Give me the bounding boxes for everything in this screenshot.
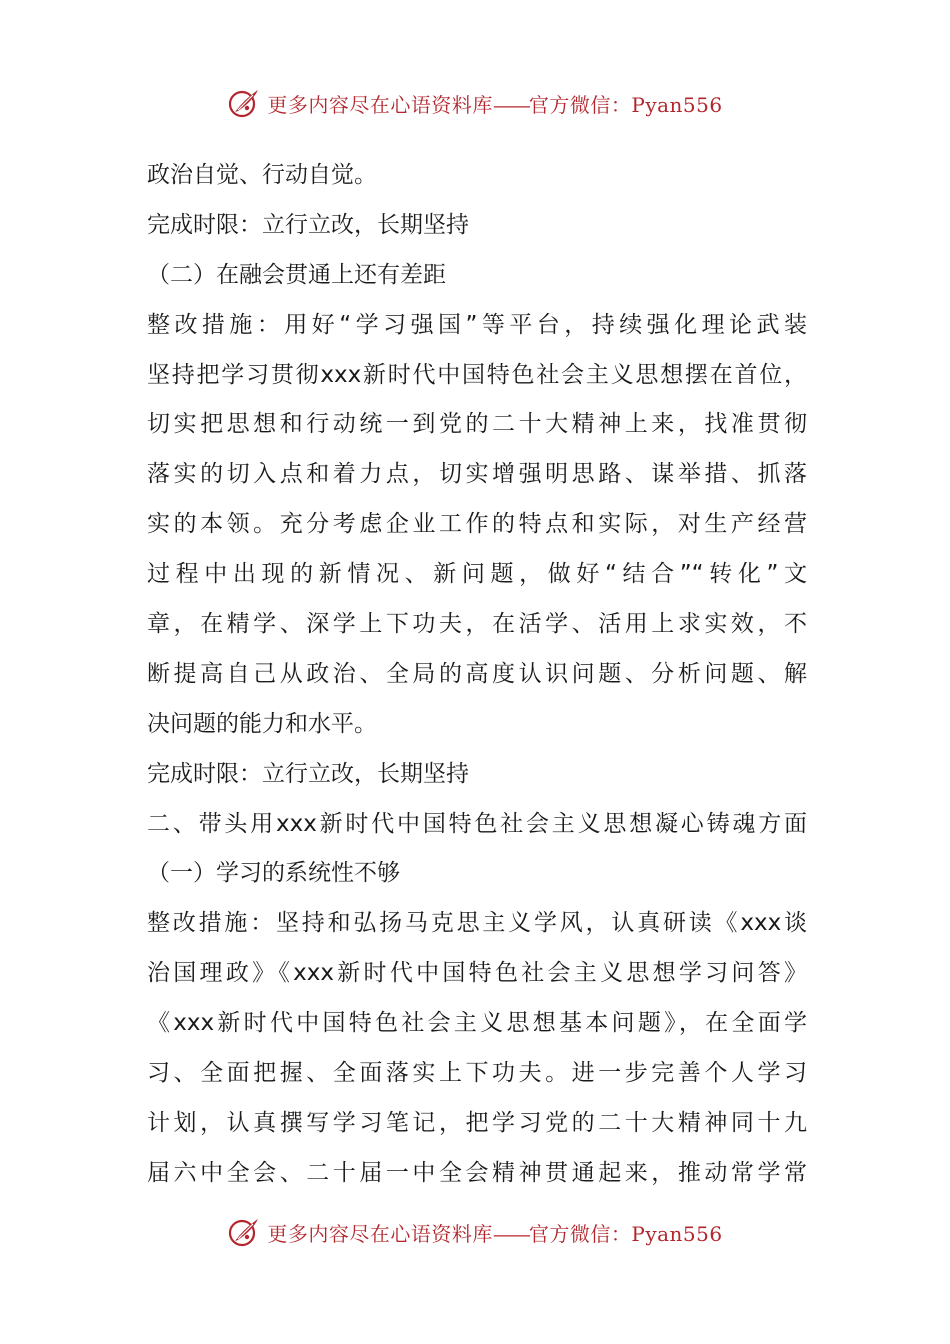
text-line: 落实的切入点和着力点，切实增强明思路、谋举措、抓落 [147,461,807,488]
text-line: 决问题的能力和水平。 [147,710,377,737]
text-line: 政治自觉、行动自觉。 [147,162,377,188]
text-line: （一）学习的系统性不够 [147,860,400,887]
text-line: 习、全面把握、全面落实上下功夫。进一步完善个人学习 [147,1060,807,1087]
text-line: 断提高自己从政治、全局的高度认识问题、分析问题、解 [147,660,807,687]
text-line: 切实把思想和行动统一到党的二十大精神上来，找准贯彻 [147,411,807,438]
text-line: （二）在融会贯通上还有差距 [147,261,446,288]
quill-logo-icon [227,1215,261,1249]
text-line: 治国理政》《xxx新时代中国特色社会主义思想学习问答》 [147,960,807,987]
text-line: 二、带头用xxx新时代中国特色社会主义思想凝心铸魂方面 [147,810,807,837]
text-line: 坚持把学习贯彻xxx新时代中国特色社会主义思想摆在首位， [147,361,807,388]
text-line: 过程中出现的新情况、新问题，做好“结合”“转化”文 [147,561,807,588]
text-line: 整改措施：坚持和弘扬马克思主义学风，认真研读《xxx谈 [147,910,807,937]
quill-logo-icon [227,86,261,120]
header-watermark [0,83,950,123]
text-line: 届六中全会、二十届一中全会精神贯通起来，推动常学常 [147,1159,807,1186]
text-line: 计划，认真撰写学习笔记，把学习党的二十大精神同十九 [147,1109,807,1136]
text-line: 章，在精学、深学上下功夫，在活学、活用上求实效，不 [147,611,807,638]
watermark-text: 更多内容尽在心语资料库——官方微信：Pyan556 [267,1221,723,1246]
document-body [147,151,807,1199]
footer-watermark [0,1212,950,1252]
text-line: 完成时限：立行立改，长期坚持 [147,760,469,787]
text-line: 完成时限：立行立改，长期坚持 [147,211,469,238]
text-line: 实的本领。充分考虑企业工作的特点和实际，对生产经营 [147,511,807,538]
text-line: 整改措施：用好“学习强国”等平台，持续强化理论武装 [147,311,807,338]
watermark-text: 更多内容尽在心语资料库——官方微信：Pyan556 [267,92,723,117]
text-line: 《xxx新时代中国特色社会主义思想基本问题》，在全面学 [147,1010,807,1037]
